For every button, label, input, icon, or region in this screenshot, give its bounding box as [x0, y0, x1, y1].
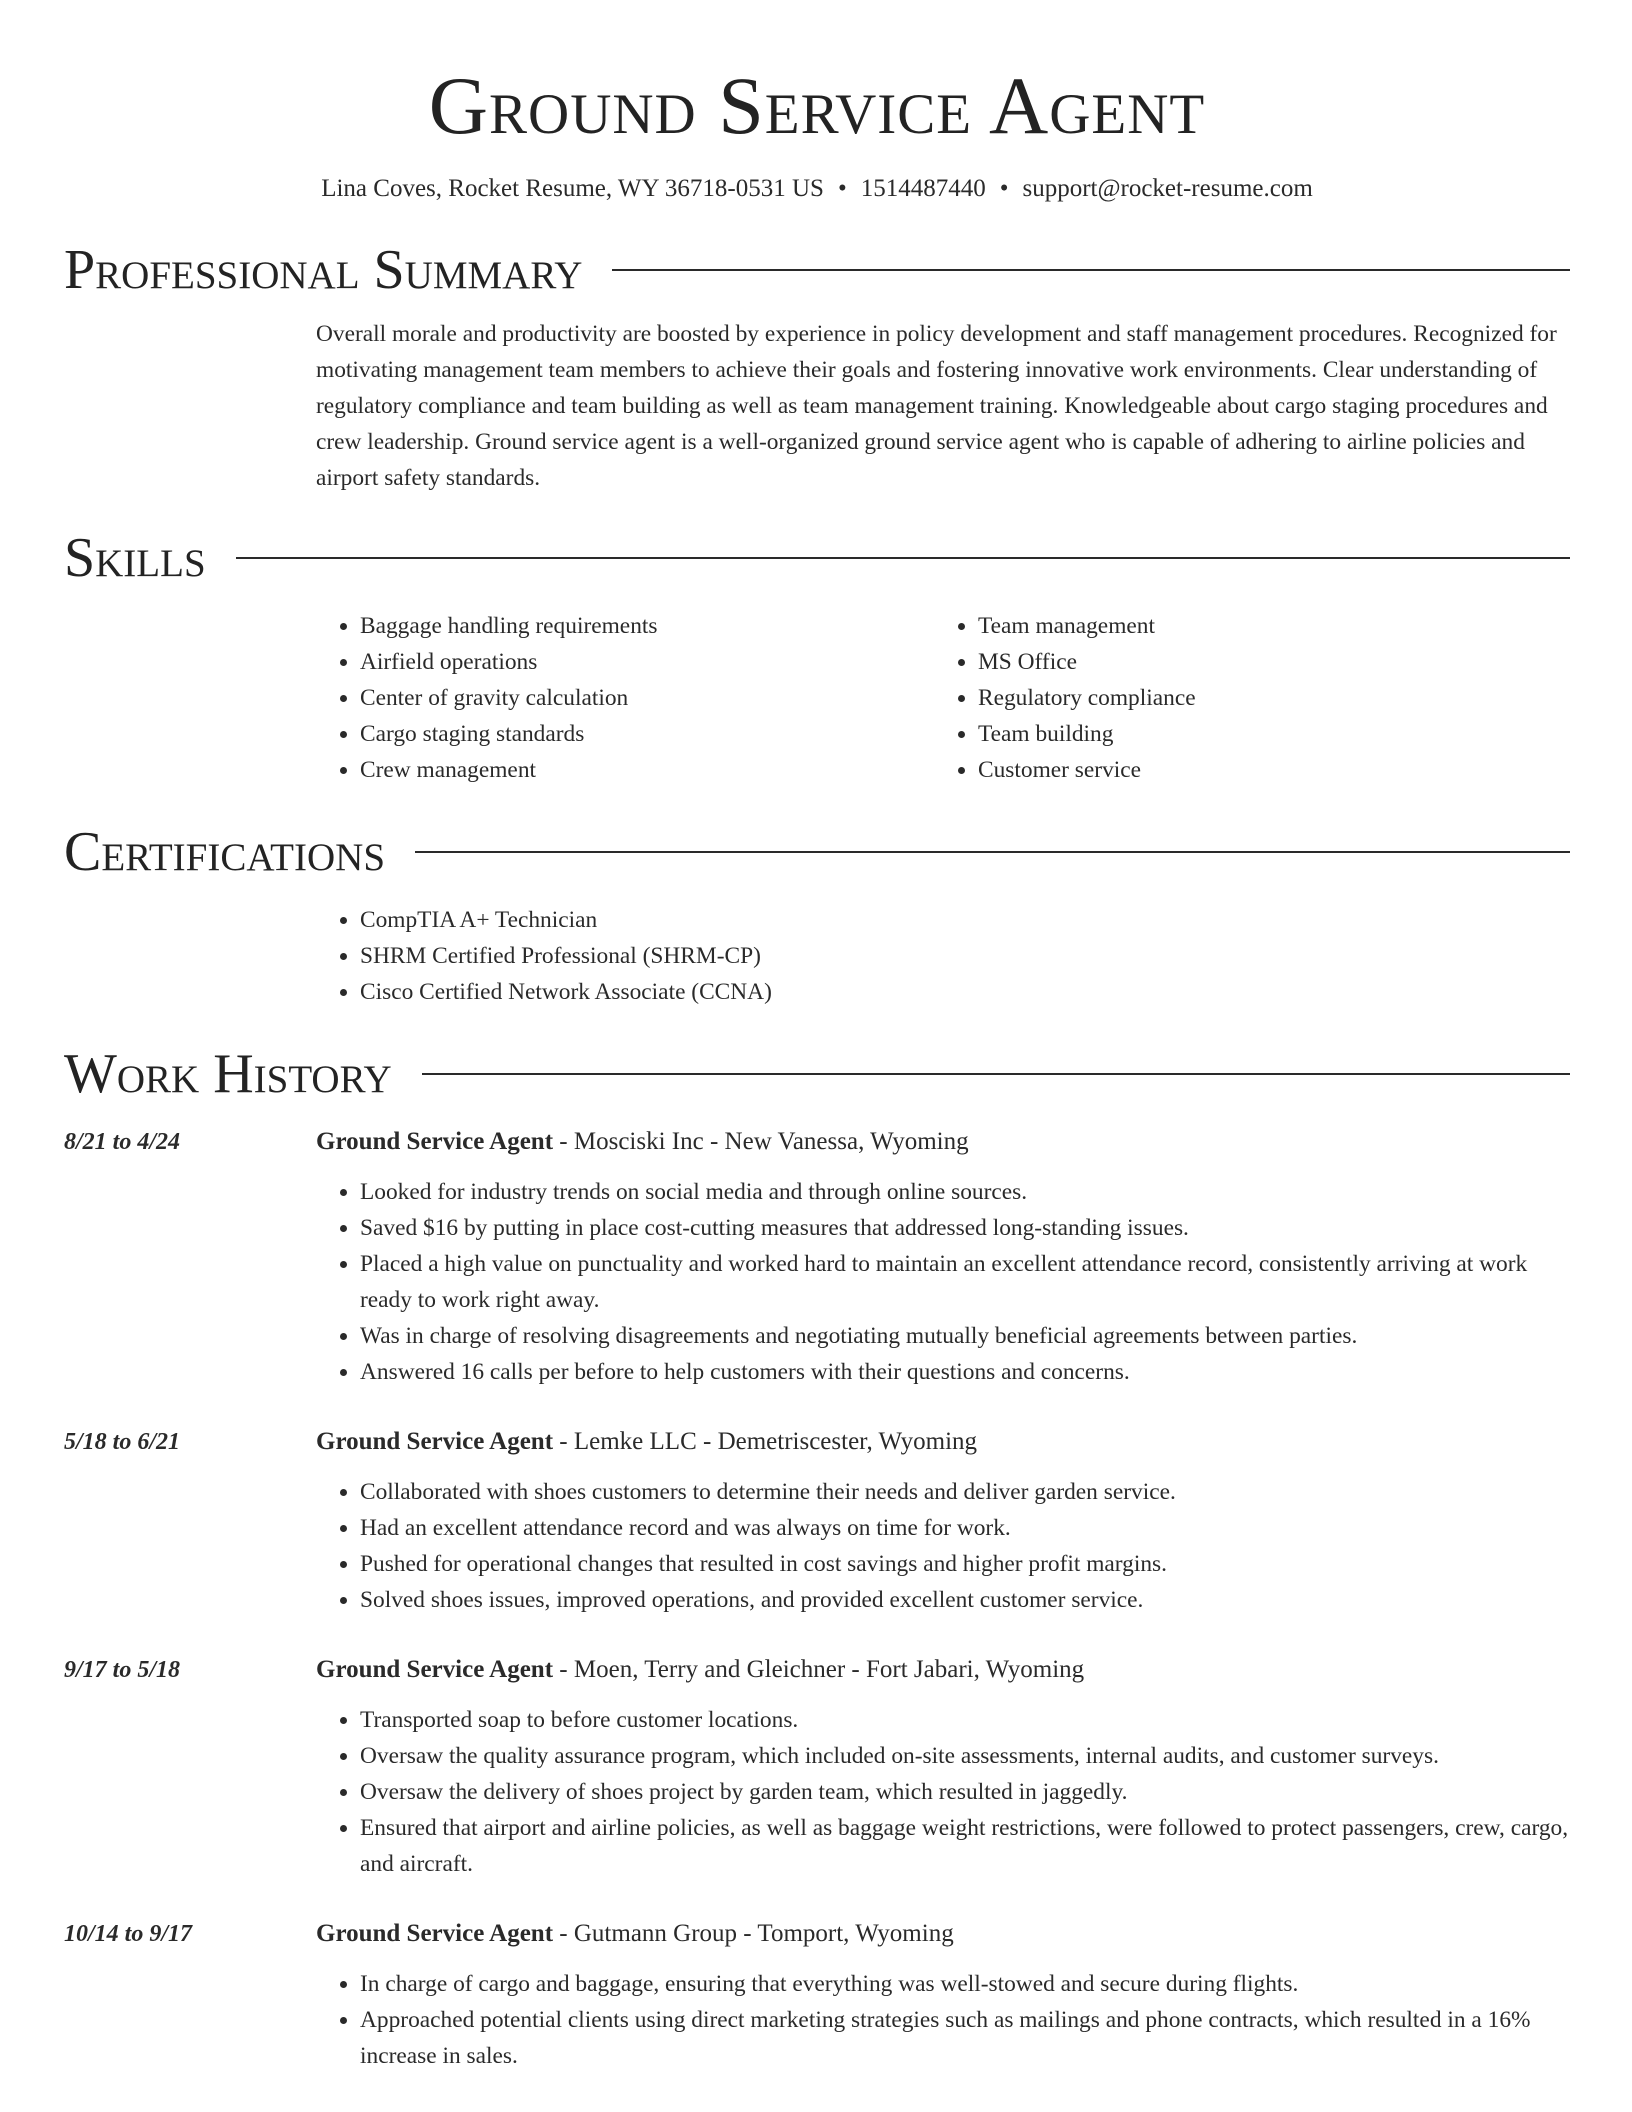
certification-item: • CompTIA A+ Technician [360, 902, 1570, 938]
skill-item: • MS Office [978, 644, 1552, 680]
job-title: Ground Service Agent [316, 1656, 554, 1683]
contact-separator: • [999, 175, 1009, 202]
section-divider [422, 1073, 1570, 1075]
skill-item: • Cargo staging standards [360, 716, 934, 752]
job-bullet: • Looked for industry trends on social media and through online sources. [360, 1174, 1570, 1210]
certification-item: • Cisco Certified Network Associate (CCNA) [360, 974, 1570, 1010]
job-title: Ground Service Agent [316, 1128, 554, 1155]
job-bullets [316, 1174, 1570, 1390]
skills-column-left [316, 608, 934, 788]
skills-column-right [934, 608, 1552, 788]
skills-list-right [934, 608, 1552, 788]
section-divider [612, 269, 1570, 271]
certifications-section-header [64, 820, 1570, 884]
contact-line [64, 172, 1570, 206]
certifications-list [316, 902, 1570, 1010]
job-header [64, 1652, 1570, 1688]
skill-item: • Crew management [360, 752, 934, 788]
skill-item: • Team building [978, 716, 1552, 752]
job-dates: 10/14 to 9/17 [64, 1921, 193, 1947]
job-heading [316, 1424, 977, 1460]
job-bullet: • Answered 16 calls per before to help customers with their questions and concerns. [360, 1354, 1570, 1390]
job-bullet: • Had an excellent attendance record and was always on time for work. [360, 1510, 1570, 1546]
job-dates: 9/17 to 5/18 [64, 1657, 181, 1683]
work-section-title: Work History [64, 1043, 392, 1105]
job-bullet: • Solved shoes issues, improved operations, and provided excellent customer service. [360, 1582, 1570, 1618]
skill-item: • Center of gravity calculation [360, 680, 934, 716]
summary-text: Overall morale and productivity are boosted by experience in policy development and staff management procedures. Recognized for motivating management team members to achieve their goals and fostering innovative work environments. Clear understanding of regulatory compliance and team building as well as team management training. Knowledgeable about cargo staging procedures and crew leadership. Ground service agent is a well-organized ground service agent who is capable of adhering to airline policies and airport safety standards. [316, 321, 1557, 491]
resume-name: Ground Service Agent [428, 60, 1206, 151]
job-bullet: • Approached potential clients using direct marketing strategies such as mailings and phone contracts, which resulted in a 16% increase in sales. [360, 2002, 1570, 2074]
job-dates: 5/18 to 6/21 [64, 1429, 181, 1455]
job-entry [64, 1652, 1570, 1882]
contact-address: Lina Coves, Rocket Resume, WY 36718-0531 US [321, 175, 824, 202]
skill-item: • Airfield operations [360, 644, 934, 680]
job-entry [64, 1124, 1570, 1390]
summary-section-title: Professional Summary [64, 239, 583, 301]
summary-body [316, 316, 1570, 496]
skill-item: • Team management [978, 608, 1552, 644]
skills-list-left [316, 608, 934, 788]
job-company: - Gutmann Group - Tomport, Wyoming [553, 1920, 954, 1947]
job-bullet: • Was in charge of resolving disagreements and negotiating mutually beneficial agreements between parties. [360, 1318, 1570, 1354]
skill-item: • Regulatory compliance [978, 680, 1552, 716]
resume-page [64, 0, 1570, 2074]
job-entry [64, 1424, 1570, 1618]
job-dates: 8/21 to 4/24 [64, 1129, 181, 1155]
job-header [64, 1424, 1570, 1460]
section-divider [236, 557, 1570, 559]
job-bullet: • Oversaw the delivery of shoes project by garden team, which resulted in jaggedly. [360, 1774, 1570, 1810]
job-bullet: • Saved $16 by putting in place cost-cutting measures that addressed long-standing issues. [360, 1210, 1570, 1246]
job-bullet-list [316, 1174, 1570, 1390]
job-company: - Moen, Terry and Gleichner - Fort Jabari, Wyoming [553, 1656, 1085, 1683]
job-bullets [316, 1474, 1570, 1618]
job-bullets [316, 1702, 1570, 1882]
job-heading [316, 1124, 969, 1160]
contact-email: support@rocket-resume.com [1022, 175, 1313, 202]
job-bullet: • Pushed for operational changes that resulted in cost savings and higher profit margins. [360, 1546, 1570, 1582]
job-bullet: • Transported soap to before customer locations. [360, 1702, 1570, 1738]
section-divider [415, 851, 1570, 853]
job-header [64, 1124, 1570, 1160]
work-section-header [64, 1042, 1570, 1106]
job-entry [64, 1916, 1570, 2074]
skill-item: • Customer service [978, 752, 1552, 788]
skills-section-header [64, 526, 1570, 590]
skills-grid [316, 608, 1570, 788]
job-company: - Lemke LLC - Demetriscester, Wyoming [553, 1428, 978, 1455]
job-header [64, 1916, 1570, 1952]
job-bullet: • Oversaw the quality assurance program, which included on-site assessments, internal audits, and customer surveys. [360, 1738, 1570, 1774]
certification-item: • SHRM Certified Professional (SHRM-CP) [360, 938, 1570, 974]
job-bullet: • Placed a high value on punctuality and worked hard to maintain an excellent attendance record, consistently arriving at work ready to work right away. [360, 1246, 1570, 1318]
job-bullet-list [316, 1474, 1570, 1618]
job-heading [316, 1652, 1084, 1688]
job-company: - Mosciski Inc - New Vanessa, Wyoming [553, 1128, 969, 1155]
certifications-body [316, 902, 1570, 1010]
skills-section-title: Skills [64, 527, 206, 589]
job-title: Ground Service Agent [316, 1428, 554, 1455]
job-bullet: • Ensured that airport and airline policies, as well as baggage weight restrictions, were followed to protect passengers, crew, cargo, and aircraft. [360, 1810, 1570, 1882]
skill-item: • Baggage handling requirements [360, 608, 934, 644]
job-bullet-list [316, 1966, 1570, 2074]
certifications-section-title: Certifications [64, 821, 386, 883]
job-bullet-list [316, 1702, 1570, 1882]
job-bullet: • In charge of cargo and baggage, ensuring that everything was well-stowed and secure during flights. [360, 1966, 1570, 2002]
contact-separator: • [837, 175, 847, 202]
summary-section-header [64, 238, 1570, 302]
job-bullet: • Collaborated with shoes customers to determine their needs and deliver garden service. [360, 1474, 1570, 1510]
job-bullets [316, 1966, 1570, 2074]
job-title: Ground Service Agent [316, 1920, 554, 1947]
job-heading [316, 1916, 954, 1952]
contact-phone: 1514487440 [860, 175, 986, 202]
